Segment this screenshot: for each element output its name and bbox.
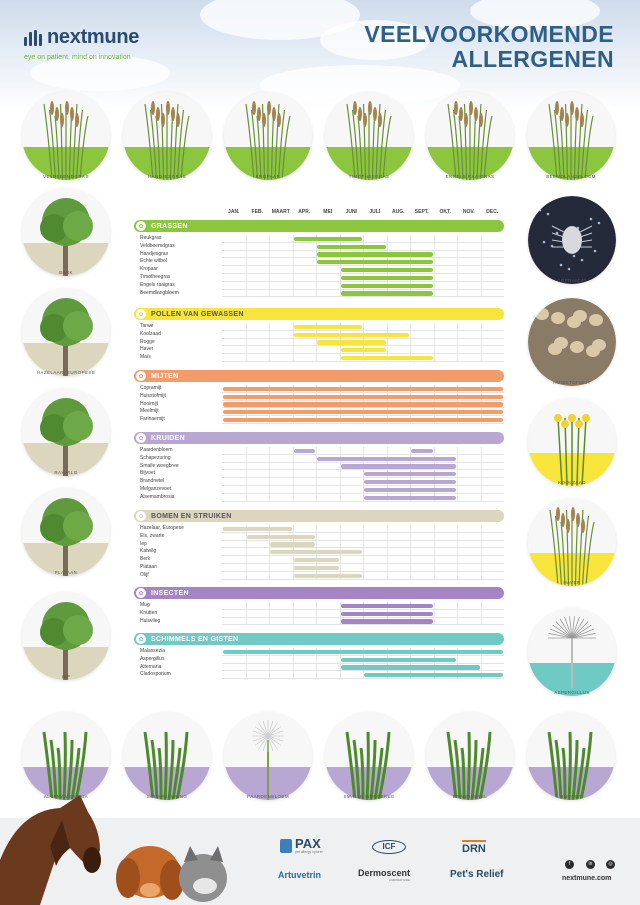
allergen-name: Aspergillus <box>140 655 165 662</box>
dermoscent-logo[interactable] <box>358 868 410 882</box>
season-grid <box>222 548 504 556</box>
allergen-label: SMALLE WEEGBREE <box>343 794 395 799</box>
insect-icon: ✿ <box>136 588 146 598</box>
month-juli: JULI <box>369 209 381 215</box>
season-bar-aspergillus <box>341 658 457 662</box>
page-title <box>364 22 614 72</box>
season-grid <box>222 648 504 656</box>
allergen-label: IEP <box>61 674 71 679</box>
allergen-row-bijvoet <box>134 470 504 478</box>
brand-logo[interactable] <box>24 26 139 49</box>
section-title: SCHIMMELS EN GISTEN <box>151 635 239 643</box>
footer <box>0 818 640 905</box>
season-grid <box>222 671 504 679</box>
season-grid <box>222 416 504 424</box>
drn-logo[interactable] <box>462 840 486 855</box>
season-grid <box>222 401 504 409</box>
month-apr: APR. <box>298 209 311 215</box>
season-grid <box>222 346 504 354</box>
season-bar-plataan <box>294 566 339 570</box>
section-title: KRUIDEN <box>151 434 185 442</box>
month-juni: JUNI <box>345 209 357 215</box>
pax-name: PAX <box>295 836 321 851</box>
iep-plant-icon <box>22 592 110 680</box>
section-header <box>134 220 504 232</box>
smalle-weegbree-illustration <box>325 712 413 800</box>
season-grid <box>222 470 504 478</box>
allergen-label: ENGELS RAAIGRAS <box>445 174 495 179</box>
allergen-name: Els, zwarte <box>140 532 165 539</box>
allergen-name: Alsemambrosia <box>140 493 175 500</box>
allergen-label: KROPAAR <box>255 174 281 179</box>
season-grid <box>222 266 504 274</box>
season-bar-handjesgras <box>317 252 433 256</box>
allergen-name: Tarwe <box>140 323 154 329</box>
section-title: GRASSEN <box>151 222 188 230</box>
season-bar-beemdlangbloem <box>341 291 433 295</box>
season-grid <box>222 393 504 401</box>
allergen-row-alternaria <box>134 664 504 672</box>
allergen-name: Cladosporium <box>140 671 171 678</box>
season-grid <box>222 447 504 455</box>
season-bar-mais <box>341 356 433 360</box>
allergen-name: Koolzaad <box>140 330 161 337</box>
brand-tagline: eye on patient, mind on innovation <box>24 54 131 61</box>
season-bar-veldbeemdgras <box>317 245 386 249</box>
allergen-row-aspergillus <box>134 656 504 664</box>
raywilg-illustration <box>22 388 110 476</box>
allergen-label: BERK <box>59 270 73 275</box>
season-bar-koolzaad <box>294 333 410 337</box>
instagram-icon[interactable]: ◎ <box>606 860 615 869</box>
allergen-name: Meelmijt <box>140 408 159 415</box>
season-bar-paardenbloem <box>294 449 316 453</box>
allergen-row-smalle-weegbree <box>134 463 504 471</box>
allergen-name: Smalle weegbree <box>140 462 179 469</box>
allergen-name: Alternaria <box>140 663 162 670</box>
pax-mark-icon <box>280 839 292 853</box>
month-dec: DEC. <box>486 209 499 215</box>
allergen-name: Melganzevoet <box>140 485 172 492</box>
timotheegras-plant-icon <box>325 92 413 180</box>
month-maart: MAART <box>271 209 290 215</box>
month-header <box>222 209 504 217</box>
handjesgras-plant-icon <box>123 92 211 180</box>
allergen-label: RAYWILG <box>54 470 78 475</box>
pax-subtitle: pet allergy xplorer <box>295 850 323 854</box>
allergen-row-echte-witbol <box>134 258 504 266</box>
aspergillus-illustration <box>528 608 616 696</box>
season-bar-reukgras <box>294 237 363 241</box>
season-bar-huisvlieg <box>341 619 433 623</box>
season-grid <box>222 258 504 266</box>
koolzaad-illustration <box>528 398 616 486</box>
season-bar-iep <box>270 542 315 546</box>
season-bar-smalle-weegbree <box>341 464 457 468</box>
allergen-name: Farinaemijt <box>140 416 165 423</box>
allergen-name: Reukgras <box>140 235 162 241</box>
season-bar-timotheegras <box>341 276 433 280</box>
allergen-row-knutten <box>134 610 504 618</box>
paardenbloem-plant-icon <box>224 712 312 800</box>
aspergillus-plant-icon <box>528 608 616 696</box>
season-bar-haver <box>341 348 386 352</box>
season-bar-schapezuring <box>317 457 456 461</box>
season-grid <box>222 385 504 393</box>
season-bar-meelmijt <box>223 410 503 414</box>
season-bar-berk <box>294 558 339 562</box>
mite-icon: ✿ <box>136 371 146 381</box>
allergen-name: Maïs <box>140 354 151 361</box>
brand-name: nextmune <box>47 26 140 48</box>
season-bar-katwilg <box>270 550 362 554</box>
allergen-row-cladosporium <box>134 671 504 679</box>
allergen-name: Handjesgras <box>140 250 169 257</box>
pets-relief-logo[interactable] <box>450 869 504 880</box>
allergen-label: SCHAPEZURING <box>146 794 188 799</box>
wheat-icon: ✿ <box>136 309 146 319</box>
season-grid <box>222 354 504 362</box>
season-bar-rogge <box>317 340 386 344</box>
season-bar-echte-witbol <box>317 260 433 264</box>
season-bar-malassezia <box>223 650 503 654</box>
season-grid <box>222 494 504 502</box>
season-grid <box>222 556 504 564</box>
season-grid <box>222 455 504 463</box>
allergen-row-brandnetel <box>134 478 504 486</box>
hazelaar-europese-illustration <box>22 288 110 376</box>
allergen-row-reukgras <box>134 235 504 243</box>
artuvetrin-logo[interactable] <box>278 870 321 880</box>
allergen-label: ALSEMAMBROSIA <box>43 794 89 799</box>
section-header <box>134 432 504 444</box>
month-nov: NOV. <box>462 209 475 215</box>
section-header <box>134 308 504 320</box>
season-grid <box>222 331 504 339</box>
allergen-label: PAARDENBLOEM <box>247 794 289 799</box>
allergen-row-alsemambrosia <box>134 494 504 502</box>
season-bar-farinaemijt <box>223 418 503 422</box>
allergen-name: Veldbeemdgras <box>140 242 175 249</box>
month-okt: OKT. <box>439 209 451 215</box>
iep-illustration <box>22 592 110 680</box>
allergen-name: Copramijt <box>140 385 162 391</box>
alsemambrosia-illustration <box>22 712 110 800</box>
allergen-label: VELDBEEMDGRAS <box>43 174 89 179</box>
month-aug: AUG. <box>392 209 405 215</box>
allergen-name: Hazelaar, Europese <box>140 525 184 531</box>
allergen-row-katwilg <box>134 548 504 556</box>
allergen-row-beemdlangbloem <box>134 290 504 298</box>
allergen-row-mais <box>134 354 504 362</box>
allergen-label: BIJVOET <box>560 794 582 799</box>
schapezuring-illustration <box>123 712 211 800</box>
allergen-label: HUISSTOFMIJT <box>553 380 591 385</box>
hazelaar-europese-plant-icon <box>22 288 110 376</box>
drn-name: DRN <box>462 843 486 855</box>
allergen-row-paardenbloem <box>134 447 504 455</box>
season-grid <box>222 525 504 533</box>
allergen-row-farinaemijt <box>134 416 504 424</box>
allergen-row-els-zwarte <box>134 533 504 541</box>
copramijt-illustration <box>528 196 616 284</box>
section-pollen <box>134 308 504 362</box>
website-link[interactable]: nextmune.com <box>562 875 612 882</box>
season-bar-bijvoet <box>364 472 456 476</box>
pax-logo[interactable] <box>280 838 323 854</box>
page-title-line-1: VEELVOORKOMENDE <box>364 21 614 47</box>
allergen-name: Berk <box>140 556 151 563</box>
allergen-label: KOOLZAAD <box>558 480 586 485</box>
allergen-row-timotheegras <box>134 274 504 282</box>
month-jan: JAN. <box>228 209 240 215</box>
season-bar-alsemambrosia <box>364 496 456 500</box>
season-grid <box>222 610 504 618</box>
season-grid <box>222 235 504 243</box>
section-insecten <box>134 587 504 625</box>
veldbeemdgras-illustration <box>22 92 110 180</box>
allergen-name: Iep <box>140 540 147 547</box>
allergen-name: Echte witbol <box>140 258 167 265</box>
section-bomen <box>134 510 504 580</box>
season-grid <box>222 664 504 672</box>
brandnetel-plant-icon <box>426 712 514 800</box>
section-title: POLLEN VAN GEWASSEN <box>151 310 244 318</box>
allergen-row-tarwe <box>134 323 504 331</box>
season-grid <box>222 463 504 471</box>
haver-illustration <box>528 498 616 586</box>
schapezuring-plant-icon <box>123 712 211 800</box>
allergen-row-koolzaad <box>134 331 504 339</box>
kropaar-plant-icon <box>224 92 312 180</box>
allergen-name: Beemdlangbloem <box>140 289 179 296</box>
allergen-label: HAZELAAR, EUROPESE <box>36 370 96 375</box>
allergen-name: Hooimijt <box>140 400 159 407</box>
month-mei: MEI <box>323 209 333 215</box>
allergen-row-mug <box>134 602 504 610</box>
season-grid <box>222 602 504 610</box>
dermoscent-name: Dermoscent <box>358 868 411 878</box>
allergen-name: Brandnetel <box>140 478 165 485</box>
allergen-row-iep <box>134 541 504 549</box>
section-mijten <box>134 370 504 424</box>
allergen-name: Olijf <box>140 571 149 578</box>
season-bar-alternaria <box>341 665 480 669</box>
season-grid <box>222 274 504 282</box>
page-title-line-2: ALLERGENEN <box>451 46 614 72</box>
allergen-row-engels-raaigras <box>134 282 504 290</box>
season-grid <box>222 408 504 416</box>
season-grid <box>222 478 504 486</box>
allergen-row-hooimijt <box>134 401 504 409</box>
allergen-row-meelmijt <box>134 408 504 416</box>
icf-logo[interactable] <box>372 840 406 854</box>
allergen-name: Huisvlieg <box>140 617 161 624</box>
allergen-name: Rogge <box>140 338 155 345</box>
allergen-name: Plataan <box>140 563 157 570</box>
allergen-row-schapezuring <box>134 455 504 463</box>
allergen-name: Bijvoet <box>140 470 156 477</box>
allergen-name: Katwilg <box>140 548 157 555</box>
brandnetel-illustration <box>426 712 514 800</box>
berk-plant-icon <box>22 188 110 276</box>
allergen-row-huisvlieg <box>134 618 504 626</box>
pets-relief-name: Pet's Relief <box>450 869 504 880</box>
facebook-icon[interactable]: f <box>565 860 574 869</box>
section-schimmels <box>134 633 504 679</box>
berk-illustration <box>22 188 110 276</box>
allergen-name: Haver <box>140 346 154 353</box>
allergen-row-veldbeemdgras <box>134 243 504 251</box>
season-bar-copramijt <box>223 387 503 391</box>
bijvoet-illustration <box>527 712 615 800</box>
allergen-label: BEEMDLANGBLOEM <box>546 174 596 179</box>
allergen-label: ASPERGILLUS <box>554 690 590 695</box>
allergen-row-huisstofmijt <box>134 393 504 401</box>
allergen-label: TIMOTHEEGRAS <box>348 174 390 179</box>
allergen-label: HAVER <box>563 580 581 585</box>
season-bar-kropaar <box>341 268 433 272</box>
season-grid <box>222 339 504 347</box>
season-bar-hooimijt <box>223 402 503 406</box>
season-grid <box>222 243 504 251</box>
season-grid <box>222 618 504 626</box>
icf-name: ICF <box>382 842 396 851</box>
huisstofmijt-illustration <box>528 298 616 386</box>
season-bar-els-zwarte <box>247 535 316 539</box>
allergen-name: Huisstofmijt <box>140 392 166 399</box>
beemdlangbloem-illustration <box>527 92 615 180</box>
season-bar-tarwe <box>294 325 363 329</box>
beemdlangbloem-plant-icon <box>527 92 615 180</box>
tree-icon: ✿ <box>136 511 146 521</box>
section-header <box>134 370 504 382</box>
raywilg-plant-icon <box>22 388 110 476</box>
allergen-label: BRANDNETEL <box>452 794 488 799</box>
veldbeemdgras-plant-icon <box>22 92 110 180</box>
section-title: BOMEN EN STRUIKEN <box>151 512 232 520</box>
allergen-label: PLATAAN <box>54 570 78 575</box>
season-bar-mug <box>341 604 433 608</box>
season-bar-huisstofmijt <box>223 395 503 399</box>
grass-icon: ✿ <box>136 221 146 231</box>
section-header <box>134 510 504 522</box>
linkedin-icon[interactable]: in <box>586 860 595 869</box>
season-bar-hazelaar-europese <box>223 527 292 531</box>
allergen-row-copramijt <box>134 385 504 393</box>
alsemambrosia-plant-icon <box>22 712 110 800</box>
allergen-name: Knutten <box>140 609 158 616</box>
haver-plant-icon <box>528 498 616 586</box>
allergen-name: Mug <box>140 602 150 608</box>
section-title: INSECTEN <box>151 589 189 597</box>
section-title: MIJTEN <box>151 372 179 380</box>
huisstofmijt-plant-icon <box>528 298 616 386</box>
season-bar-brandnetel <box>364 480 456 484</box>
horse-dog-cat-photo <box>0 790 240 905</box>
allergen-label: COPRAMIJT <box>557 278 587 283</box>
month-feb: FEB. <box>251 209 263 215</box>
paardenbloem-illustration <box>224 712 312 800</box>
season-grid <box>222 533 504 541</box>
allergen-name: Timotheegras <box>140 273 171 280</box>
copramijt-plant-icon <box>528 196 616 284</box>
allergen-label: HANDJESGRAS <box>147 174 187 179</box>
herb-icon: ✿ <box>136 433 146 443</box>
section-header <box>134 587 504 599</box>
season-grid <box>222 564 504 572</box>
allergen-name: Engels raaigras <box>140 281 175 288</box>
allergen-name: Kropaar <box>140 266 158 273</box>
season-bar-knutten <box>341 612 433 616</box>
allergen-row-berk <box>134 556 504 564</box>
month-sept: SEPT. <box>414 209 429 215</box>
allergen-row-plataan <box>134 564 504 572</box>
season-grid <box>222 323 504 331</box>
engels-raaigras-illustration <box>426 92 514 180</box>
allergen-row-olijf <box>134 572 504 580</box>
season-bar-paardenbloem-2 <box>411 449 433 453</box>
season-grid <box>222 656 504 664</box>
section-header <box>134 633 504 645</box>
allergen-row-melganzevoet <box>134 486 504 494</box>
artuvetrin-name: Artuvetrin <box>278 870 322 880</box>
allergen-row-malassezia <box>134 648 504 656</box>
season-grid <box>222 290 504 298</box>
handjesgras-illustration <box>123 92 211 180</box>
season-grid <box>222 572 504 580</box>
season-bar-melganzevoet <box>364 488 456 492</box>
allergen-name: Malassezia <box>140 648 166 654</box>
allergen-row-kropaar <box>134 266 504 274</box>
koolzaad-plant-icon <box>528 398 616 486</box>
season-bar-engels-raaigras <box>341 284 433 288</box>
plataan-illustration <box>22 488 110 576</box>
allergen-row-hazelaar-europese <box>134 525 504 533</box>
season-grid <box>222 486 504 494</box>
plataan-plant-icon <box>22 488 110 576</box>
bijvoet-plant-icon <box>527 712 615 800</box>
season-bar-cladosporium <box>364 673 503 677</box>
fungus-icon: ✿ <box>136 634 146 644</box>
allergen-row-haver <box>134 346 504 354</box>
engels-raaigras-plant-icon <box>426 92 514 180</box>
dermoscent-subtitle: LABORATOIRE <box>388 878 411 882</box>
logo-mark-icon <box>24 30 42 46</box>
section-kruiden <box>134 432 504 502</box>
season-bar-olijf <box>294 574 363 578</box>
timotheegras-illustration <box>325 92 413 180</box>
section-grassen <box>134 220 504 297</box>
allergen-name: Paardenbloem <box>140 447 173 453</box>
allergen-name: Schapezuring <box>140 454 171 461</box>
kropaar-illustration <box>224 92 312 180</box>
allergen-row-handjesgras <box>134 251 504 259</box>
smalle-weegbree-plant-icon <box>325 712 413 800</box>
allergen-row-rogge <box>134 339 504 347</box>
season-grid <box>222 541 504 549</box>
season-grid <box>222 282 504 290</box>
season-grid <box>222 251 504 259</box>
